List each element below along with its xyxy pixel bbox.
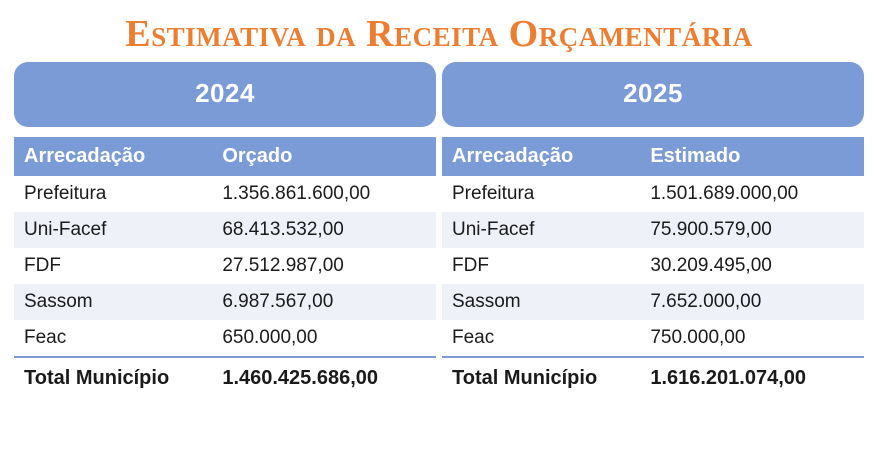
cell-source: Feac (442, 320, 640, 357)
table-row (14, 176, 436, 212)
cell-amount: 27.512.987,00 (212, 248, 436, 284)
cell-amount: 7.652.000,00 (640, 284, 864, 320)
cell-amount: 1.356.861.600,00 (212, 176, 436, 212)
cell-amount: 1.501.689.000,00 (640, 176, 864, 212)
table-row (14, 284, 436, 320)
cell-amount: 6.987.567,00 (212, 284, 436, 320)
cell-source: Feac (14, 320, 212, 357)
year-banner-2025: 2025 (442, 62, 864, 127)
table-row (442, 320, 864, 357)
column-header-amount: Orçado (212, 137, 436, 176)
cell-source: Sassom (14, 284, 212, 320)
cell-amount: 68.413.532,00 (212, 212, 436, 248)
table-row (442, 176, 864, 212)
revenue-table-2025 (442, 137, 864, 399)
cell-source: Uni-Facef (442, 212, 640, 248)
cell-total-amount: 1.460.425.686,00 (212, 357, 436, 399)
cell-source: Sassom (442, 284, 640, 320)
table-row (442, 284, 864, 320)
cell-amount: 750.000,00 (640, 320, 864, 357)
cell-total-label: Total Município (14, 357, 212, 399)
table-total-row (442, 357, 864, 399)
column-header-source: Arrecadação (14, 137, 212, 176)
table-row (14, 320, 436, 357)
table-row (14, 212, 436, 248)
year-banner-row (0, 62, 878, 127)
cell-amount: 30.209.495,00 (640, 248, 864, 284)
cell-source: Prefeitura (14, 176, 212, 212)
cell-source: Prefeitura (442, 176, 640, 212)
cell-total-amount: 1.616.201.074,00 (640, 357, 864, 399)
cell-source: FDF (442, 248, 640, 284)
table-total-row (14, 357, 436, 399)
column-header-source: Arrecadação (442, 137, 640, 176)
table-row (442, 212, 864, 248)
cell-amount: 75.900.579,00 (640, 212, 864, 248)
column-header-amount: Estimado (640, 137, 864, 176)
cell-total-label: Total Município (442, 357, 640, 399)
year-banner-2024: 2024 (14, 62, 436, 127)
table-row (14, 248, 436, 284)
cell-amount: 650.000,00 (212, 320, 436, 357)
page-title (0, 0, 878, 62)
revenue-table-2024 (14, 137, 436, 399)
table-row (442, 248, 864, 284)
revenue-tables (0, 127, 878, 399)
table-header-row (442, 137, 864, 176)
cell-source: FDF (14, 248, 212, 284)
table-header-row (14, 137, 436, 176)
cell-source: Uni-Facef (14, 212, 212, 248)
page-title-text: Estimativa da Receita Orçamentária (125, 13, 753, 55)
